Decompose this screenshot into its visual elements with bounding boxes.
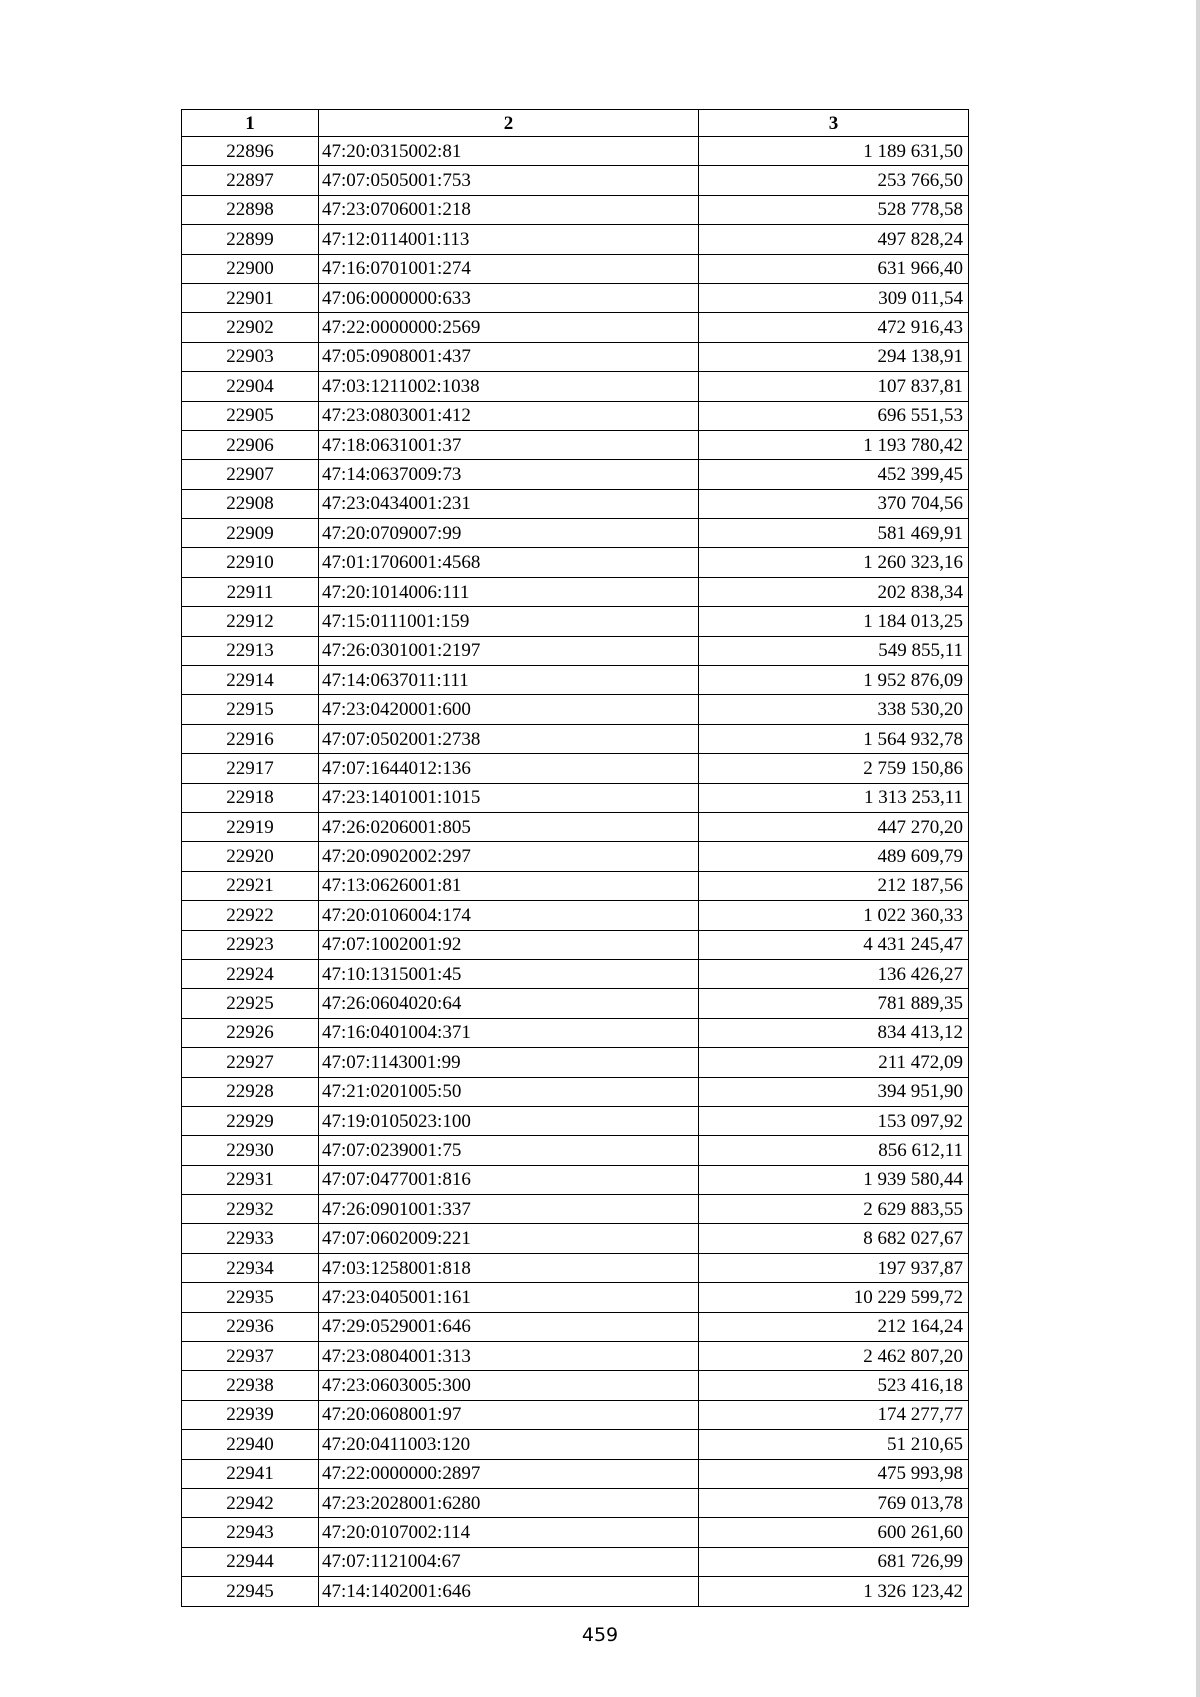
value-cell: 769 013,78 — [699, 1488, 969, 1517]
row-number-cell: 22936 — [182, 1312, 319, 1341]
row-number-cell: 22897 — [182, 166, 319, 195]
table-row — [182, 1018, 969, 1047]
table-body — [182, 137, 969, 1607]
page-edge-shadow — [1196, 0, 1200, 1697]
value-cell: 51 210,65 — [699, 1430, 969, 1459]
table-row — [182, 1283, 969, 1312]
table-row — [182, 695, 969, 724]
value-cell: 452 399,45 — [699, 460, 969, 489]
row-number-cell: 22937 — [182, 1342, 319, 1371]
value-cell: 1 189 631,50 — [699, 137, 969, 166]
cadastral-number-cell: 47:03:1258001:818 — [319, 1253, 699, 1282]
value-cell: 549 855,11 — [699, 636, 969, 665]
value-cell: 781 889,35 — [699, 989, 969, 1018]
value-cell: 472 916,43 — [699, 313, 969, 342]
cadastral-number-cell: 47:21:0201005:50 — [319, 1077, 699, 1106]
value-cell: 1 184 013,25 — [699, 607, 969, 636]
cadastral-number-cell: 47:23:0420001:600 — [319, 695, 699, 724]
row-number-cell: 22928 — [182, 1077, 319, 1106]
row-number-cell: 22916 — [182, 724, 319, 753]
table-row — [182, 342, 969, 371]
cadastral-number-cell: 47:20:0315002:81 — [319, 137, 699, 166]
table-row — [182, 401, 969, 430]
value-cell: 153 097,92 — [699, 1106, 969, 1135]
value-cell: 1 313 253,11 — [699, 783, 969, 812]
cadastral-number-cell: 47:13:0626001:81 — [319, 871, 699, 900]
cadastral-number-cell: 47:23:0706001:218 — [319, 195, 699, 224]
table-row — [182, 842, 969, 871]
row-number-cell: 22915 — [182, 695, 319, 724]
value-cell: 1 952 876,09 — [699, 666, 969, 695]
row-number-cell: 22908 — [182, 489, 319, 518]
table-row — [182, 166, 969, 195]
cadastral-number-cell: 47:05:0908001:437 — [319, 342, 699, 371]
row-number-cell: 22939 — [182, 1400, 319, 1429]
cadastral-number-cell: 47:20:0709007:99 — [319, 519, 699, 548]
value-cell: 8 682 027,67 — [699, 1224, 969, 1253]
cadastral-number-cell: 47:07:1644012:136 — [319, 754, 699, 783]
value-cell: 10 229 599,72 — [699, 1283, 969, 1312]
table-row — [182, 1577, 969, 1606]
cadastral-number-cell: 47:15:0111001:159 — [319, 607, 699, 636]
row-number-cell: 22943 — [182, 1518, 319, 1547]
value-cell: 309 011,54 — [699, 283, 969, 312]
value-cell: 489 609,79 — [699, 842, 969, 871]
value-cell: 1 939 580,44 — [699, 1165, 969, 1194]
row-number-cell: 22931 — [182, 1165, 319, 1194]
value-cell: 834 413,12 — [699, 1018, 969, 1047]
value-cell: 1 260 323,16 — [699, 548, 969, 577]
cadastral-number-cell: 47:19:0105023:100 — [319, 1106, 699, 1135]
table-row — [182, 460, 969, 489]
cadastral-number-cell: 47:03:1211002:1038 — [319, 372, 699, 401]
value-cell: 2 629 883,55 — [699, 1195, 969, 1224]
cadastral-number-cell: 47:20:0608001:97 — [319, 1400, 699, 1429]
table-row — [182, 1106, 969, 1135]
table-row — [182, 577, 969, 606]
row-number-cell: 22935 — [182, 1283, 319, 1312]
cadastral-number-cell: 47:16:0701001:274 — [319, 254, 699, 283]
table-row — [182, 1459, 969, 1488]
table-row — [182, 1077, 969, 1106]
table-row — [182, 1224, 969, 1253]
table-row — [182, 724, 969, 753]
value-cell: 681 726,99 — [699, 1547, 969, 1576]
row-number-cell: 22945 — [182, 1577, 319, 1606]
table-row — [182, 519, 969, 548]
cadastral-number-cell: 47:07:1121004:67 — [319, 1547, 699, 1576]
row-number-cell: 22913 — [182, 636, 319, 665]
value-cell: 631 966,40 — [699, 254, 969, 283]
table-row — [182, 489, 969, 518]
cadastral-number-cell: 47:20:0106004:174 — [319, 901, 699, 930]
value-cell: 447 270,20 — [699, 812, 969, 841]
row-number-cell: 22918 — [182, 783, 319, 812]
table-row — [182, 283, 969, 312]
row-number-cell: 22921 — [182, 871, 319, 900]
row-number-cell: 22914 — [182, 666, 319, 695]
row-number-cell: 22924 — [182, 959, 319, 988]
table-row — [182, 225, 969, 254]
row-number-cell: 22925 — [182, 989, 319, 1018]
row-number-cell: 22904 — [182, 372, 319, 401]
table-row — [182, 989, 969, 1018]
table-row — [182, 254, 969, 283]
value-cell: 523 416,18 — [699, 1371, 969, 1400]
table-row — [182, 754, 969, 783]
table-row — [182, 1400, 969, 1429]
table-row — [182, 666, 969, 695]
value-cell: 2 462 807,20 — [699, 1342, 969, 1371]
row-number-cell: 22917 — [182, 754, 319, 783]
row-number-cell: 22922 — [182, 901, 319, 930]
cadastral-number-cell: 47:20:0411003:120 — [319, 1430, 699, 1459]
value-cell: 294 138,91 — [699, 342, 969, 371]
row-number-cell: 22902 — [182, 313, 319, 342]
row-number-cell: 22944 — [182, 1547, 319, 1576]
column-header-2: 2 — [319, 110, 699, 137]
cadastral-number-cell: 47:07:0239001:75 — [319, 1136, 699, 1165]
cadastral-number-cell: 47:12:0114001:113 — [319, 225, 699, 254]
value-cell: 2 759 150,86 — [699, 754, 969, 783]
value-cell: 1 564 932,78 — [699, 724, 969, 753]
value-cell: 394 951,90 — [699, 1077, 969, 1106]
table-row — [182, 607, 969, 636]
value-cell: 253 766,50 — [699, 166, 969, 195]
row-number-cell: 22907 — [182, 460, 319, 489]
cadastral-number-cell: 47:29:0529001:646 — [319, 1312, 699, 1341]
cadastral-number-cell: 47:14:1402001:646 — [319, 1577, 699, 1606]
table-row — [182, 1312, 969, 1341]
cadastral-number-cell: 47:07:1002001:92 — [319, 930, 699, 959]
value-cell: 212 187,56 — [699, 871, 969, 900]
value-cell: 1 022 360,33 — [699, 901, 969, 930]
cadastral-number-cell: 47:26:0206001:805 — [319, 812, 699, 841]
row-number-cell: 22905 — [182, 401, 319, 430]
row-number-cell: 22920 — [182, 842, 319, 871]
table-row — [182, 137, 969, 166]
value-cell: 107 837,81 — [699, 372, 969, 401]
cadastral-number-cell: 47:23:0804001:313 — [319, 1342, 699, 1371]
value-cell: 856 612,11 — [699, 1136, 969, 1165]
cadastral-number-cell: 47:23:0405001:161 — [319, 1283, 699, 1312]
row-number-cell: 22930 — [182, 1136, 319, 1165]
cadastral-number-cell: 47:22:0000000:2569 — [319, 313, 699, 342]
row-number-cell: 22929 — [182, 1106, 319, 1135]
header-row — [182, 110, 969, 137]
row-number-cell: 22919 — [182, 812, 319, 841]
page-number: 459 — [581, 1624, 619, 1646]
cadastral-number-cell: 47:23:2028001:6280 — [319, 1488, 699, 1517]
table-row — [182, 930, 969, 959]
table-row — [182, 372, 969, 401]
table-row — [182, 548, 969, 577]
row-number-cell: 22923 — [182, 930, 319, 959]
cadastral-number-cell: 47:20:0902002:297 — [319, 842, 699, 871]
data-table-container — [181, 109, 968, 1607]
table-row — [182, 1518, 969, 1547]
value-cell: 370 704,56 — [699, 489, 969, 518]
table-row — [182, 1136, 969, 1165]
row-number-cell: 22900 — [182, 254, 319, 283]
cadastral-number-cell: 47:26:0901001:337 — [319, 1195, 699, 1224]
cadastral-number-cell: 47:14:0637011:111 — [319, 666, 699, 695]
row-number-cell: 22926 — [182, 1018, 319, 1047]
value-cell: 581 469,91 — [699, 519, 969, 548]
row-number-cell: 22898 — [182, 195, 319, 224]
table-row — [182, 783, 969, 812]
row-number-cell: 22903 — [182, 342, 319, 371]
table-row — [182, 636, 969, 665]
column-header-1: 1 — [182, 110, 319, 137]
row-number-cell: 22910 — [182, 548, 319, 577]
value-cell: 528 778,58 — [699, 195, 969, 224]
cadastral-number-cell: 47:23:0434001:231 — [319, 489, 699, 518]
value-cell: 174 277,77 — [699, 1400, 969, 1429]
cadastral-number-cell: 47:07:0477001:816 — [319, 1165, 699, 1194]
row-number-cell: 22899 — [182, 225, 319, 254]
row-number-cell: 22938 — [182, 1371, 319, 1400]
row-number-cell: 22941 — [182, 1459, 319, 1488]
cadastral-number-cell: 47:23:0603005:300 — [319, 1371, 699, 1400]
table-header — [182, 110, 969, 137]
value-cell: 475 993,98 — [699, 1459, 969, 1488]
cadastral-number-cell: 47:18:0631001:37 — [319, 430, 699, 459]
table-row — [182, 901, 969, 930]
value-cell: 136 426,27 — [699, 959, 969, 988]
table-row — [182, 812, 969, 841]
row-number-cell: 22927 — [182, 1048, 319, 1077]
value-cell: 497 828,24 — [699, 225, 969, 254]
cadastral-number-cell: 47:14:0637009:73 — [319, 460, 699, 489]
row-number-cell: 22934 — [182, 1253, 319, 1282]
cadastral-number-cell: 47:07:0602009:221 — [319, 1224, 699, 1253]
table-row — [182, 959, 969, 988]
value-cell: 212 164,24 — [699, 1312, 969, 1341]
table-row — [182, 1165, 969, 1194]
cadastral-number-cell: 47:07:1143001:99 — [319, 1048, 699, 1077]
cadastral-number-cell: 47:06:0000000:633 — [319, 283, 699, 312]
column-header-3: 3 — [699, 110, 969, 137]
row-number-cell: 22942 — [182, 1488, 319, 1517]
row-number-cell: 22896 — [182, 137, 319, 166]
row-number-cell: 22909 — [182, 519, 319, 548]
row-number-cell: 22933 — [182, 1224, 319, 1253]
table-row — [182, 1253, 969, 1282]
value-cell: 4 431 245,47 — [699, 930, 969, 959]
value-cell: 211 472,09 — [699, 1048, 969, 1077]
row-number-cell: 22901 — [182, 283, 319, 312]
table-row — [182, 313, 969, 342]
table-row — [182, 1430, 969, 1459]
value-cell: 1 193 780,42 — [699, 430, 969, 459]
cadastral-number-cell: 47:26:0301001:2197 — [319, 636, 699, 665]
table-row — [182, 1048, 969, 1077]
value-cell: 197 937,87 — [699, 1253, 969, 1282]
cadastral-number-cell: 47:20:0107002:114 — [319, 1518, 699, 1547]
table-row — [182, 1371, 969, 1400]
cadastral-number-cell: 47:10:1315001:45 — [319, 959, 699, 988]
value-cell: 338 530,20 — [699, 695, 969, 724]
table-row — [182, 1547, 969, 1576]
table-row — [182, 1488, 969, 1517]
table-row — [182, 195, 969, 224]
cadastral-number-cell: 47:23:0803001:412 — [319, 401, 699, 430]
cadastral-number-cell: 47:20:1014006:111 — [319, 577, 699, 606]
cadastral-number-cell: 47:07:0502001:2738 — [319, 724, 699, 753]
table-row — [182, 1195, 969, 1224]
cadastral-number-cell: 47:01:1706001:4568 — [319, 548, 699, 577]
data-table — [181, 109, 969, 1607]
value-cell: 600 261,60 — [699, 1518, 969, 1547]
cadastral-number-cell: 47:07:0505001:753 — [319, 166, 699, 195]
cadastral-number-cell: 47:23:1401001:1015 — [319, 783, 699, 812]
table-row — [182, 430, 969, 459]
row-number-cell: 22906 — [182, 430, 319, 459]
row-number-cell: 22911 — [182, 577, 319, 606]
table-row — [182, 871, 969, 900]
row-number-cell: 22912 — [182, 607, 319, 636]
row-number-cell: 22940 — [182, 1430, 319, 1459]
value-cell: 202 838,34 — [699, 577, 969, 606]
table-row — [182, 1342, 969, 1371]
cadastral-number-cell: 47:22:0000000:2897 — [319, 1459, 699, 1488]
cadastral-number-cell: 47:26:0604020:64 — [319, 989, 699, 1018]
value-cell: 696 551,53 — [699, 401, 969, 430]
value-cell: 1 326 123,42 — [699, 1577, 969, 1606]
row-number-cell: 22932 — [182, 1195, 319, 1224]
cadastral-number-cell: 47:16:0401004:371 — [319, 1018, 699, 1047]
